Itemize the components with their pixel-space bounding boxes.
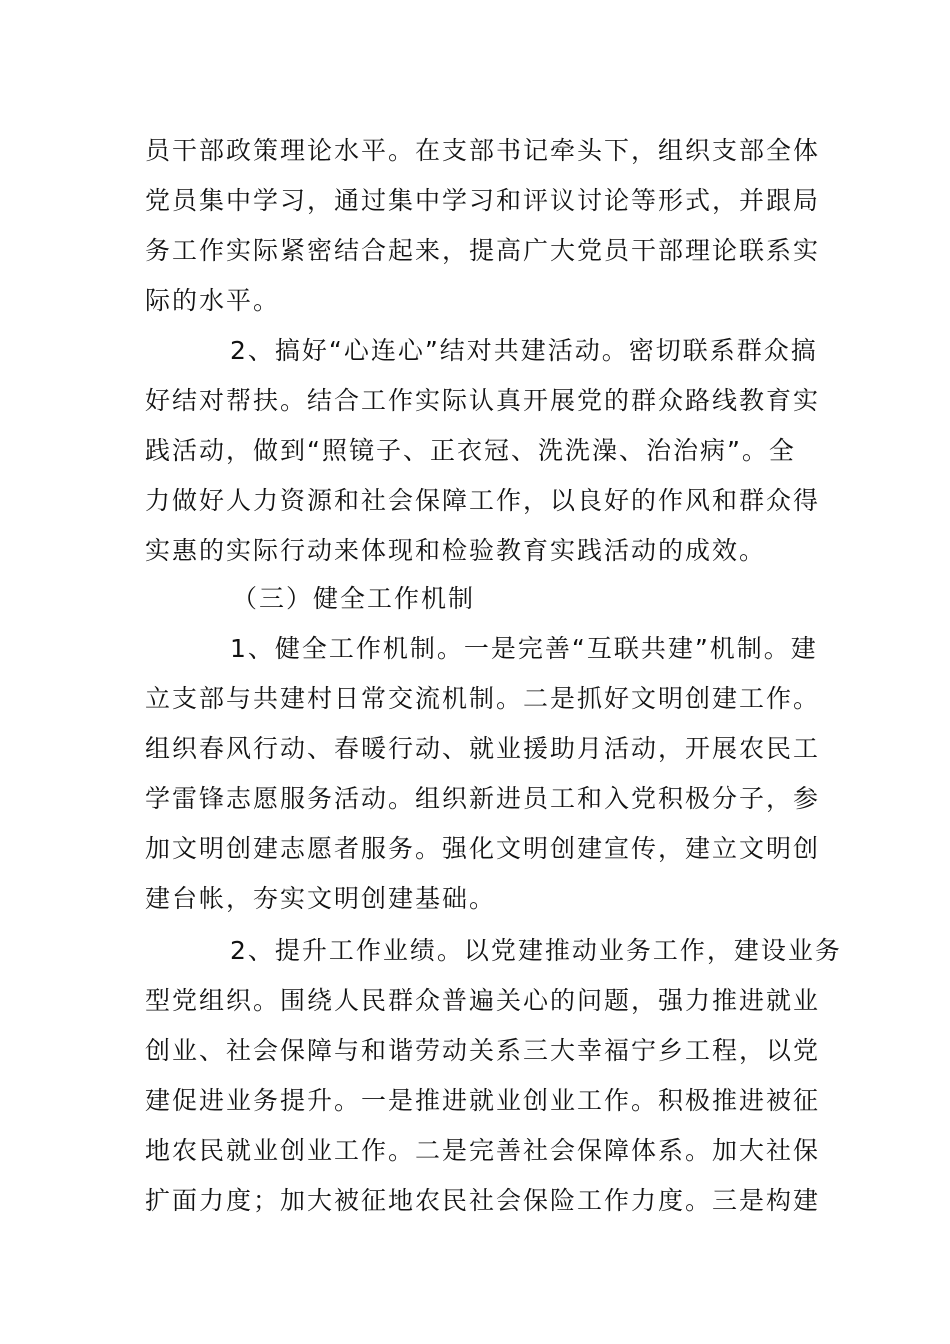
text-line-12: 立支部与共建村日常交流机制。二是抓好文明创建工作。 — [145, 684, 821, 713]
text-line-19: 创业、社会保障与和谐劳动关系三大幸福宁乡工程，以党 — [145, 1036, 821, 1065]
paragraph-4-start: 2、提升工作业绩。以党建推动业务工作，建设业务 — [230, 936, 842, 965]
text-line-14: 学雷锋志愿服务活动。组织新进员工和入党积极分子，参 — [145, 784, 821, 813]
text-line-9: 实惠的实际行动来体现和检验教育实践活动的成效。 — [145, 536, 767, 565]
paragraph-2-start: 2、搞好“心连心”结对共建活动。密切联系群众搞 — [230, 336, 818, 365]
text-line-6: 好结对帮扶。结合工作实际认真开展党的群众路线教育实 — [145, 386, 821, 415]
text-line-8: 力做好人力资源和社会保障工作，以良好的作风和群众得 — [145, 486, 821, 515]
text-line-22: 扩面力度；加大被征地农民社会保险工作力度。三是构建 — [145, 1186, 821, 1215]
text-line-21: 地农民就业创业工作。二是完善社会保障体系。加大社保 — [145, 1136, 821, 1165]
text-line-3: 务工作实际紧密结合起来，提高广大党员干部理论联系实 — [145, 236, 821, 265]
text-line-7: 践活动，做到“照镜子、正衣冠、洗洗澡、治治病”。全 — [145, 436, 796, 465]
text-line-13: 组织春风行动、春暖行动、就业援助月活动，开展农民工 — [145, 734, 821, 763]
text-line-2: 党员集中学习，通过集中学习和评议讨论等形式，并跟局 — [145, 186, 821, 215]
text-line-1: 员干部政策理论水平。在支部书记牵头下，组织支部全体 — [145, 136, 821, 165]
paragraph-3-start: 1、健全工作机制。一是完善“互联共建”机制。建 — [230, 634, 818, 663]
text-line-15: 加文明创建志愿者服务。强化文明创建宣传，建立文明创 — [145, 834, 821, 863]
text-line-4: 际的水平。 — [145, 286, 281, 315]
text-line-16: 建台帐，夯实文明创建基础。 — [145, 884, 497, 913]
section-heading: （三）健全工作机制 — [232, 584, 476, 613]
text-line-18: 型党组织。围绕人民群众普遍关心的问题，强力推进就业 — [145, 986, 821, 1015]
text-line-20: 建促进业务提升。一是推进就业创业工作。积极推进被征 — [145, 1086, 821, 1115]
